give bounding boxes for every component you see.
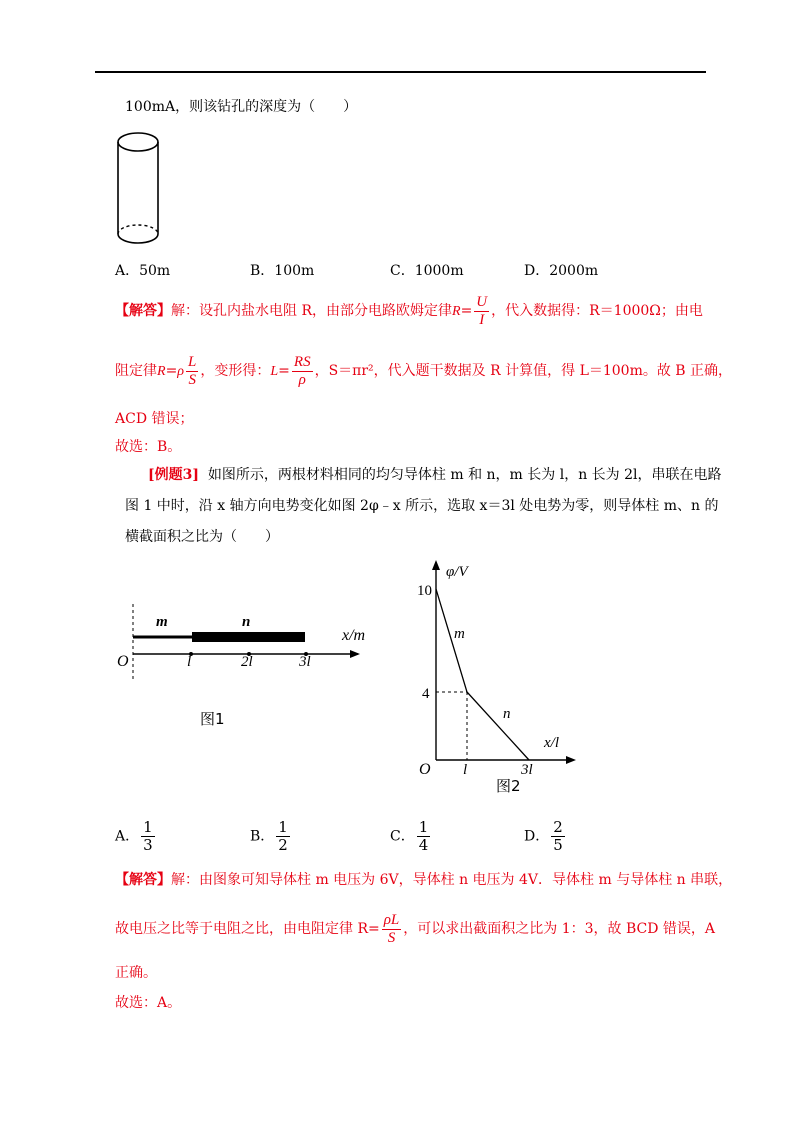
resistance-fraction: $\frac{\rho L}{S}$ bbox=[383, 911, 400, 946]
x-axis-arrow bbox=[350, 650, 360, 658]
ohm-law-fraction: $\frac{U}{I}$ bbox=[476, 293, 488, 328]
answer2-line3: 正确。 bbox=[115, 965, 157, 981]
answer2-line2: 故电压之比等于电阻之比，由电阻定律 R= $\frac{\rho L}{S}$ ，可以求出截面积之比为 1：3，故 BCD 错误，A bbox=[115, 911, 716, 946]
question-tail: 100mA，则该钻孔的深度为（ ） bbox=[125, 99, 358, 115]
figure-1 bbox=[110, 598, 380, 688]
potential-line bbox=[436, 589, 529, 760]
label-m: m bbox=[156, 614, 168, 630]
option-c: C．1000m bbox=[390, 263, 464, 279]
answer1-line1: 【解答】解：设孔内盐水电阻 R，由部分电路欧姆定律R= $\frac{U}{I}$ ，代入数据得：R＝1000Ω；由电 bbox=[115, 293, 703, 328]
axis-label: x/m bbox=[342, 627, 366, 644]
fig1-caption: 图1 bbox=[200, 710, 225, 728]
option-b: B．100m bbox=[250, 263, 315, 279]
origin-label: O bbox=[419, 761, 431, 778]
answer1-line2: 阻定律R=ρ $\frac{L}{S}$ ，变形得：L= $\frac{RS}{\rho}$ ，S＝πr²，代入题干数据及 R 计算值，得 L＝100m。故 B 正确， bbox=[115, 353, 733, 388]
length-fraction: $\frac{RS}{\rho}$ bbox=[293, 353, 311, 388]
option2-d: D． $\frac{2}{5}$ bbox=[524, 818, 563, 854]
option2-a: A． $\frac{1}{3}$ bbox=[115, 818, 153, 854]
answer-tag: 【解答】 bbox=[115, 303, 171, 319]
tick-l: l bbox=[187, 654, 192, 670]
option-a: A．50m bbox=[115, 263, 171, 279]
label-n: n bbox=[242, 614, 251, 630]
resistance-law-fraction: $\frac{L}{S}$ bbox=[188, 353, 197, 388]
cylinder-figure bbox=[112, 128, 164, 250]
option-d: D．2000m bbox=[524, 263, 599, 279]
segment-label-m: m bbox=[454, 626, 465, 642]
example3-line1: [例题3] 如图所示，两根材料相同的均匀导体柱 m 和 n，m 长为 l，n 长为 2l，串联在电路 bbox=[148, 467, 722, 483]
answer1-line3: ACD 错误； bbox=[115, 411, 194, 427]
y-axis-label: φ/V bbox=[446, 564, 468, 580]
fig2-caption: 图2 bbox=[496, 777, 521, 795]
example3-line3: 横截面积之比为（ ） bbox=[125, 529, 279, 545]
figure-2 bbox=[408, 548, 586, 780]
option2-c: C． $\frac{1}{4}$ bbox=[390, 818, 429, 854]
y-tick-10: 10 bbox=[417, 583, 432, 599]
conductor-n bbox=[192, 632, 305, 642]
segment-label-n: n bbox=[503, 706, 511, 722]
example3-line2: 图 1 中时，沿 x 轴方向电势变化如图 2φ﹣x 所示，选取 x＝3l 处电势为零，则导体柱 m、n 的 bbox=[125, 498, 719, 514]
x-tick-3l: 3l bbox=[521, 762, 533, 778]
answer1-choice: 故选：B。 bbox=[115, 439, 182, 455]
header-rule bbox=[95, 71, 706, 73]
y-tick-4: 4 bbox=[422, 686, 430, 702]
x-axis-label: x/l bbox=[544, 735, 559, 751]
origin-label: O bbox=[117, 653, 129, 670]
y-axis-arrow bbox=[432, 560, 440, 570]
option2-b: B． $\frac{1}{2}$ bbox=[250, 818, 288, 854]
answer2-line1: 【解答】解：由图象可知导体柱 m 电压为 6V，导体柱 n 电压为 4V．导体柱 m 与导体柱 n 串联， bbox=[115, 872, 733, 888]
x-tick-l: l bbox=[463, 762, 468, 778]
example-tag: [例题3] bbox=[148, 467, 199, 483]
answer-tag: 【解答】 bbox=[115, 872, 171, 888]
tick-3l: 3l bbox=[299, 654, 311, 670]
x-axis-arrow bbox=[566, 756, 576, 764]
answer2-choice: 故选：A。 bbox=[115, 995, 182, 1011]
tick-2l: 2l bbox=[241, 654, 253, 670]
